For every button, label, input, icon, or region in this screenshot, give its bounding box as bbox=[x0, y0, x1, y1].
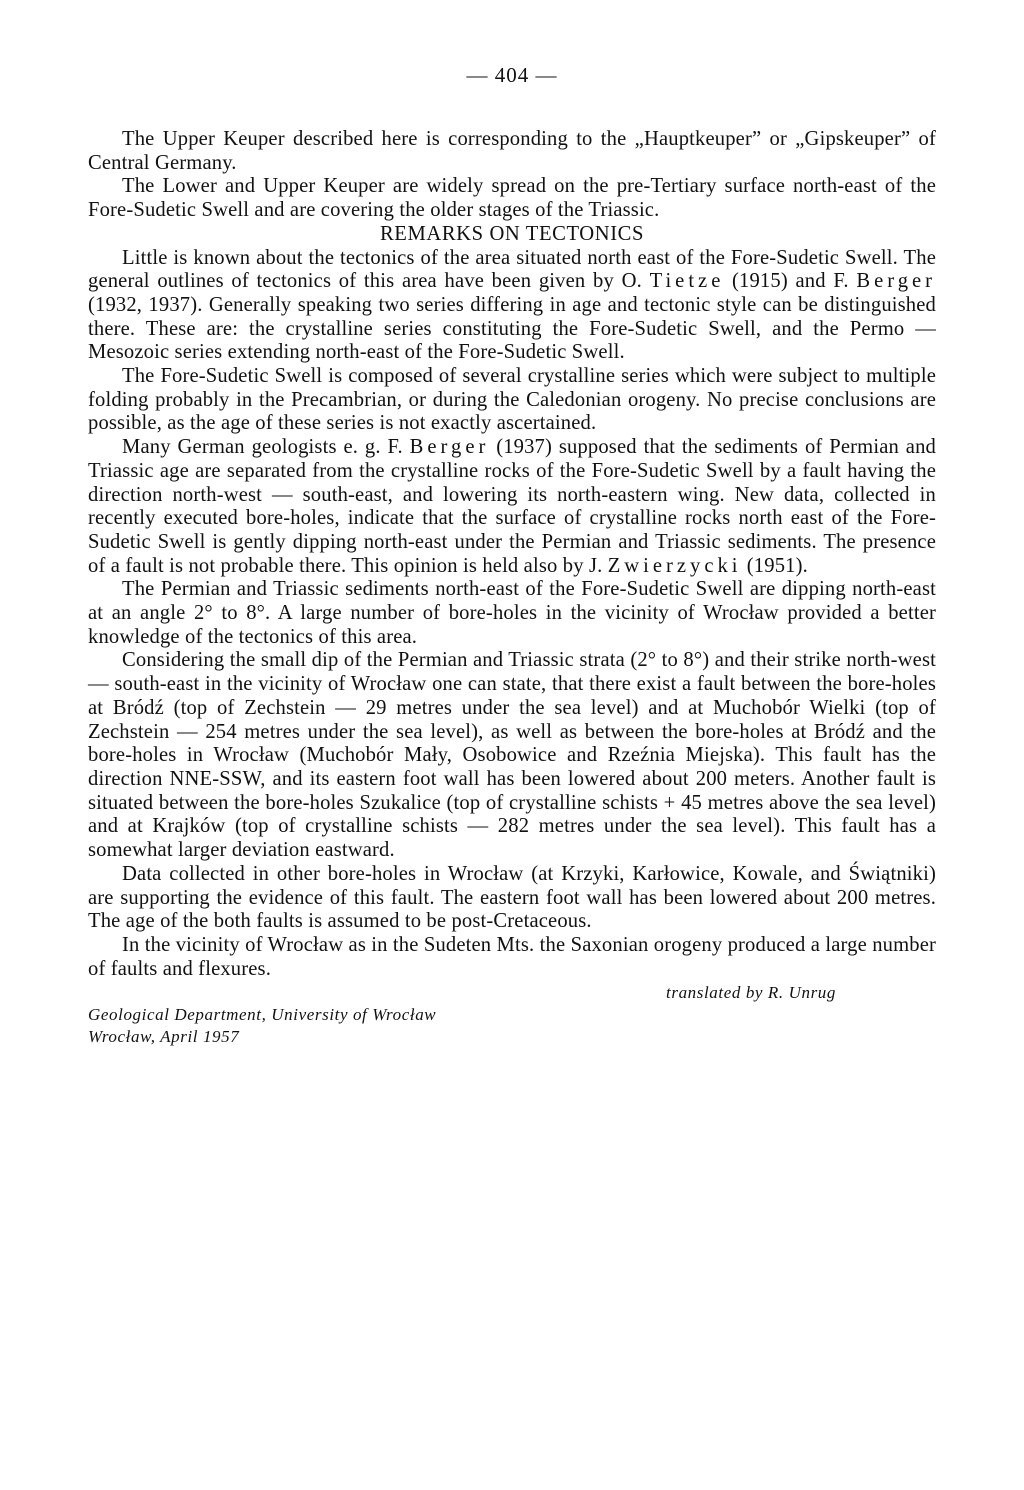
translator-credit: translated by R. Unrug bbox=[666, 983, 836, 1003]
paragraph-fault-hypothesis bbox=[88, 436, 936, 578]
affiliation-date-line: Wrocław, April 1957 bbox=[88, 1027, 240, 1047]
text-run: (1915) and F. bbox=[724, 270, 857, 293]
paragraph-dip-angle: The Permian and Triassic sediments north-east of the Fore-Sudetic Swell are dipping north-east at an angle 2° to 8°. A large number of bore-holes in the vicinity of Wrocław provided a better knowledge of the tectonics of this area. bbox=[88, 578, 936, 648]
author-name: Berger bbox=[409, 436, 490, 459]
paragraph-keuper-distribution: The Lower and Upper Keuper are widely spread on the pre-Tertiary surface north-east of the Fore-Sudetic Swell and are covering the older stages of the Triassic. bbox=[88, 175, 936, 222]
author-name: Tietze bbox=[649, 270, 725, 293]
text-run: Little is known about the tectonics of the area situated north east of the Fore-Sudetic Swell. The general outlines of tectonics of this area have been given by O. bbox=[88, 246, 936, 293]
section-heading: REMARKS ON TECTONICS bbox=[379, 222, 645, 245]
body-text bbox=[88, 128, 936, 1048]
paragraph-saxonian-orogeny: In the vicinity of Wrocław as in the Sudeten Mts. the Saxonian orogeny produced a large number of faults and flexures. bbox=[88, 933, 936, 980]
affiliation-line: Geological Department, University of Wrocław bbox=[88, 1005, 437, 1025]
text-run: (1932, 1937). Generally speaking two series differing in age and tectonic style can be distinguished there. These are: the crystalline series constituting the Fore-Sudetic Swell, and the Permo — Mesozoic series extending north-east of the Fore-Sudetic Swell. bbox=[88, 293, 936, 364]
text-run: Many German geologists e. g. F. bbox=[122, 436, 410, 459]
paragraph-tectonics-overview bbox=[88, 247, 936, 366]
page-number: — 404 — bbox=[466, 63, 558, 87]
paragraph-crystalline-series: The Fore-Sudetic Swell is composed of several crystalline series which were subject to multiple folding probably in the Precambrian, or during the Caledonian orogeny. No precise conclusions are possible, as the age of these series is not exactly ascertained. bbox=[88, 365, 936, 435]
paragraph-upper-keuper-hauptkeuper: The Upper Keuper described here is corresponding to the „Hauptkeuper” or „Gipskeuper” of Central Germany. bbox=[88, 128, 936, 174]
author-name: Zwierzycki bbox=[607, 554, 742, 577]
text-run: (1951). bbox=[741, 554, 808, 577]
text-run: (1937) supposed that the sediments of Permian and Triassic age are separated from the crystalline rocks of the Fore-Sudetic Swell by a fault having the direction north-west — south-east, and lowering its north-eastern wing. New data, collected in recently executed bore-holes, indicate that the surface of crystalline rocks north east of the Fore-Sudetic Swell is gently dipping north-east under the Permian and Triassic sediments. The presence of a fault is not probable there. This opinion is held also by J. bbox=[88, 436, 936, 577]
paragraph-fault-boreholes: Considering the small dip of the Permian and Triassic strata (2° to 8°) and their strike north-west — south-east in the vicinity of Wrocław one can state, that there exist a fault between the bore-holes at Bródź (top of Zechstein — 29 metres under the sea level) and at Muchobór Wielki (top of Zechstein — 254 metres under the sea level), as well as between the bore-holes at Bródź and the bore-holes in Wrocław (Muchobór Mały, Osobowice and Rzeźnia Miejska). This fault has the direction NNE-SSW, and its eastern foot wall has been lowered about 200 meters. Another fault is situated between the bore-holes Szukalice (top of crystalline schists + 45 metres above the sea level) and at Krajków (top of crystalline schists — 282 metres under the sea level). This fault has a somewhat larger deviation eastward. bbox=[88, 649, 936, 862]
paragraph-supporting-evidence: Data collected in other bore-holes in Wrocław (at Krzyki, Karłowice, Kowale, and Świątniki) are supporting the evidence of this fault. The eastern foot wall has been lowered about 200 metres. The age of the both faults is assumed to be post-Cretaceous. bbox=[88, 862, 936, 933]
author-name: Berger bbox=[856, 270, 936, 293]
